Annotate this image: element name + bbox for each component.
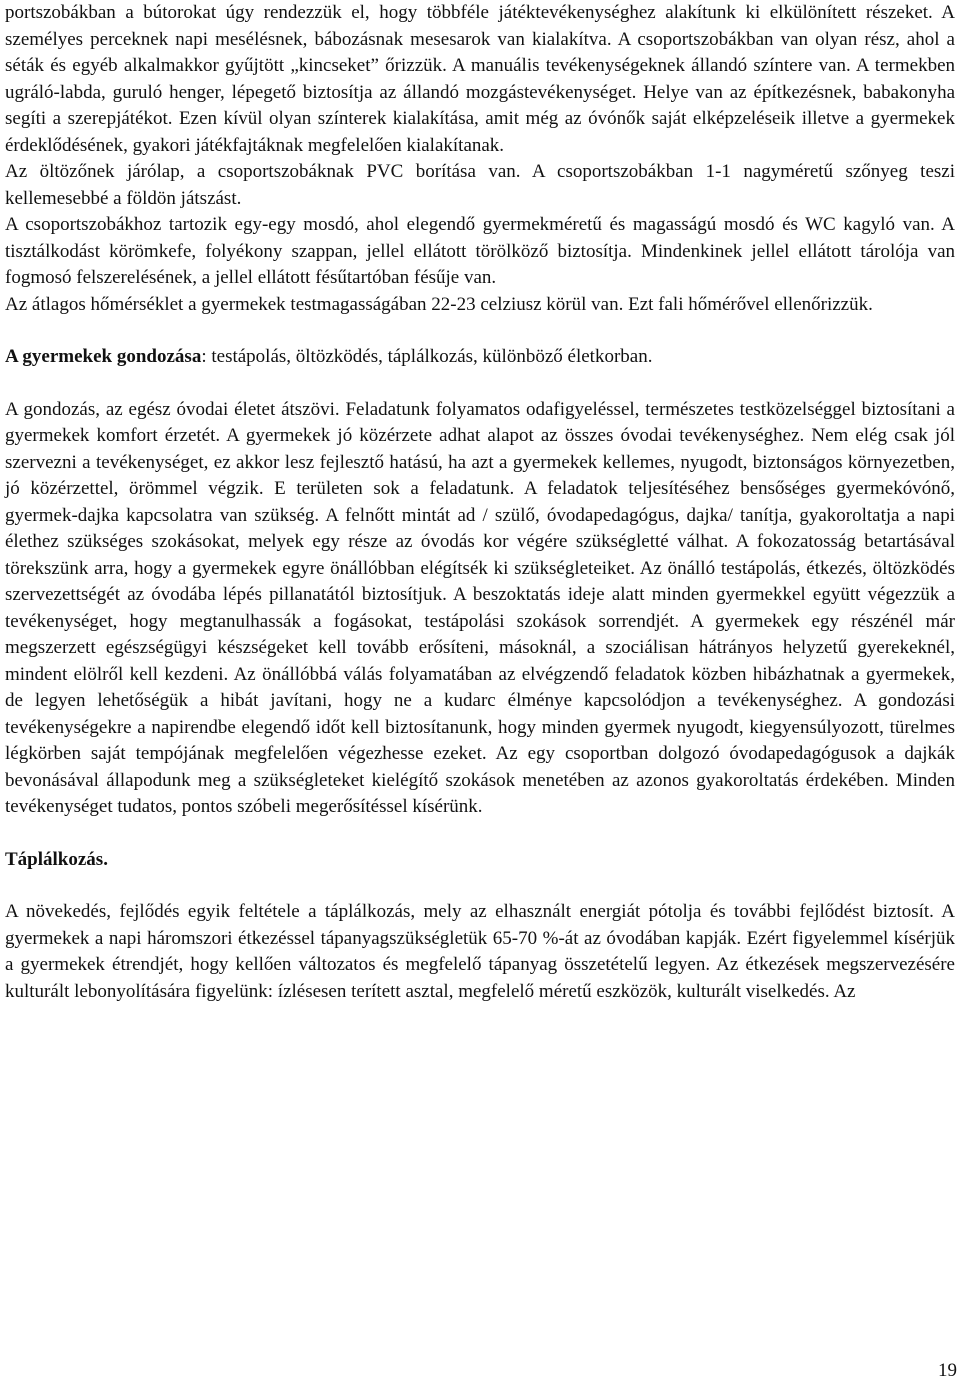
paragraph-washroom: A csoportszobákhoz tartozik egy-egy mosdó, ahol elegendő gyermekméretű és magasságú mosdó és WC kagyló van. A tisztálkodást körömkefe, folyékony szappan, jellel ellátott törölköző biztosítja. Mindenkinek jellel ellátott tárolója van fogmosó felszerelésének, a jellel ellátott fésűtartóban fésűje van. bbox=[5, 214, 955, 288]
spacer bbox=[5, 371, 955, 397]
nutrition-section-heading: Táplálkozás. bbox=[5, 848, 108, 870]
nutrition-section-body: A növekedés, fejlődés egyik feltétele a táplálkozás, mely az elhasznált energiát pótolja és további fejlődést biztosít. A gyermekek a napi háromszori étkezéssel tápanyagszükségletük 65-70 %-át az óvodában kapják. Ezért figyelemmel kísérjük a gyermekek étrendjét, hogy kellően változatos és megfelelő tápanyag összetételű legyen. Az étkezések megszervezésére kulturált lebonyolítására figyelünk: ízlésesen terített asztal, megfelelő méretű eszközök, kulturált viselkedés. Az bbox=[5, 901, 955, 1002]
spacer bbox=[5, 873, 955, 899]
paragraph-rooms: portszobákban a bútorokat úgy rendezzük el, hogy többféle játéktevékenységhez alakítunk ki elkülönített részeket. A személyes perceknek napi mesélésnek, bábozásnak mesesarok van kialakítva. A csoportszobákban van olyan rész, ahol a séták és egyéb alkalmakkor gyűjtött „kincseket” őrizzük. A manuális tevékenységeknek állandó színtere van. A termekben ugráló-labda, guruló henger, lépegető biztosítja az állandó mozgástevékenységet. Helye van az építkezésnek, babakonyha segíti a szerepjátékot. Ezen kívül olyan színterek kialakítása, amit még az óvónők saját elképzeléseik illetve a gyermekek érdeklődésének, gyakori játékfajtáknak megfelelően kialakítanak. bbox=[5, 2, 955, 156]
care-section-heading bbox=[5, 344, 955, 371]
spacer bbox=[5, 318, 955, 344]
care-heading-bold: A gyermekek gondozása bbox=[5, 346, 202, 367]
paragraph-flooring: Az öltözőnek járólap, a csoportszobáknak PVC borítása van. A csoportszobákban 1-1 nagyméretű szőnyeg teszi kellemesebbé a földön játszást. bbox=[5, 161, 955, 209]
care-heading-rest: : testápolás, öltözködés, táplálkozás, különböző életkorban. bbox=[201, 346, 653, 367]
spacer bbox=[5, 821, 955, 847]
paragraph-temperature: Az átlagos hőmérséklet a gyermekek testmagasságában 22-23 celziusz körül van. Ezt fali hőmérővel ellenőrizzük. bbox=[5, 293, 873, 315]
care-section-body: A gondozás, az egész óvodai életet átszövi. Feladatunk folyamatos odafigyeléssel, természetes testközelséggel biztosítani a gyermekek komfort érzetét. A gyermekek jó közérzete adhat alapot az összes óvodai tevékenységhez. Nem elég csak jól szervezni a tevékenységet, ez akkor lesz fejlesztő hatású, ha azt a gyermekek kellemes, nyugodt, biztonságos környezetben, jó közérzettel, örömmel végzik. E területen sok a feladatunk. A feladatok teljesítéséhez bensőséges gyermekóvónő, gyermek-dajka kapcsolatra van szükség. A felnőtt mintát ad / szülő, óvodapedagógus, dajka/ tanítja, gyakoroltatja a napi élethez szükséges szokásokat, melyek egy része az óvodás kor végére szükségletté válhat. A fokozatosság betartásával törekszünk arra, hogy a gyermekek egyre önállóbban elégítsék ki szükségleteiket. Az önálló testápolás, étkezés, öltözködés szervezettségét az óvodába lépés pillanatától biztosítjuk. A beszoktatás ideje alatt minden gyermekkel együtt végezzük a tevékenységet, hogy megtanulhassák a fogásokat, testápolási szokások sorrendjét. A gyermekek egy részénél már megszerzett egészségügyi készségeket kell tovább erősíteni, másoknál, a szociálisan hátrányos helyzetű gyerekeknél, mindent elölről kell kezdeni. Az önállóbbá válás folyamatában az elvégzendő feladatok közben hibázhatnak a gyermekek, de legyen lehetőségük a hibát javítani, hogy ne a kudarc élménye kapcsolódjon a tevékenységhez. A gondozási tevékenységekre a napirendbe elegendő időt kell biztosítanunk, hogy minden gyermek nyugodt, kiegyensúlyozott, türelmes légkörben saját tempójának megfelelően végezhesse ezeket. Az egy csoportban dolgozó óvodapedagógusok a dajkák bevonásával állapodunk meg a szükségleteket kielégítő szokások menetében az azonos gyakoroltatás érdekében. Minden tevékenységet tudatos, pontos szóbeli megerősítéssel kísérünk. bbox=[5, 398, 955, 817]
page-number: 19 bbox=[938, 1360, 957, 1381]
document-page bbox=[5, 0, 955, 1005]
